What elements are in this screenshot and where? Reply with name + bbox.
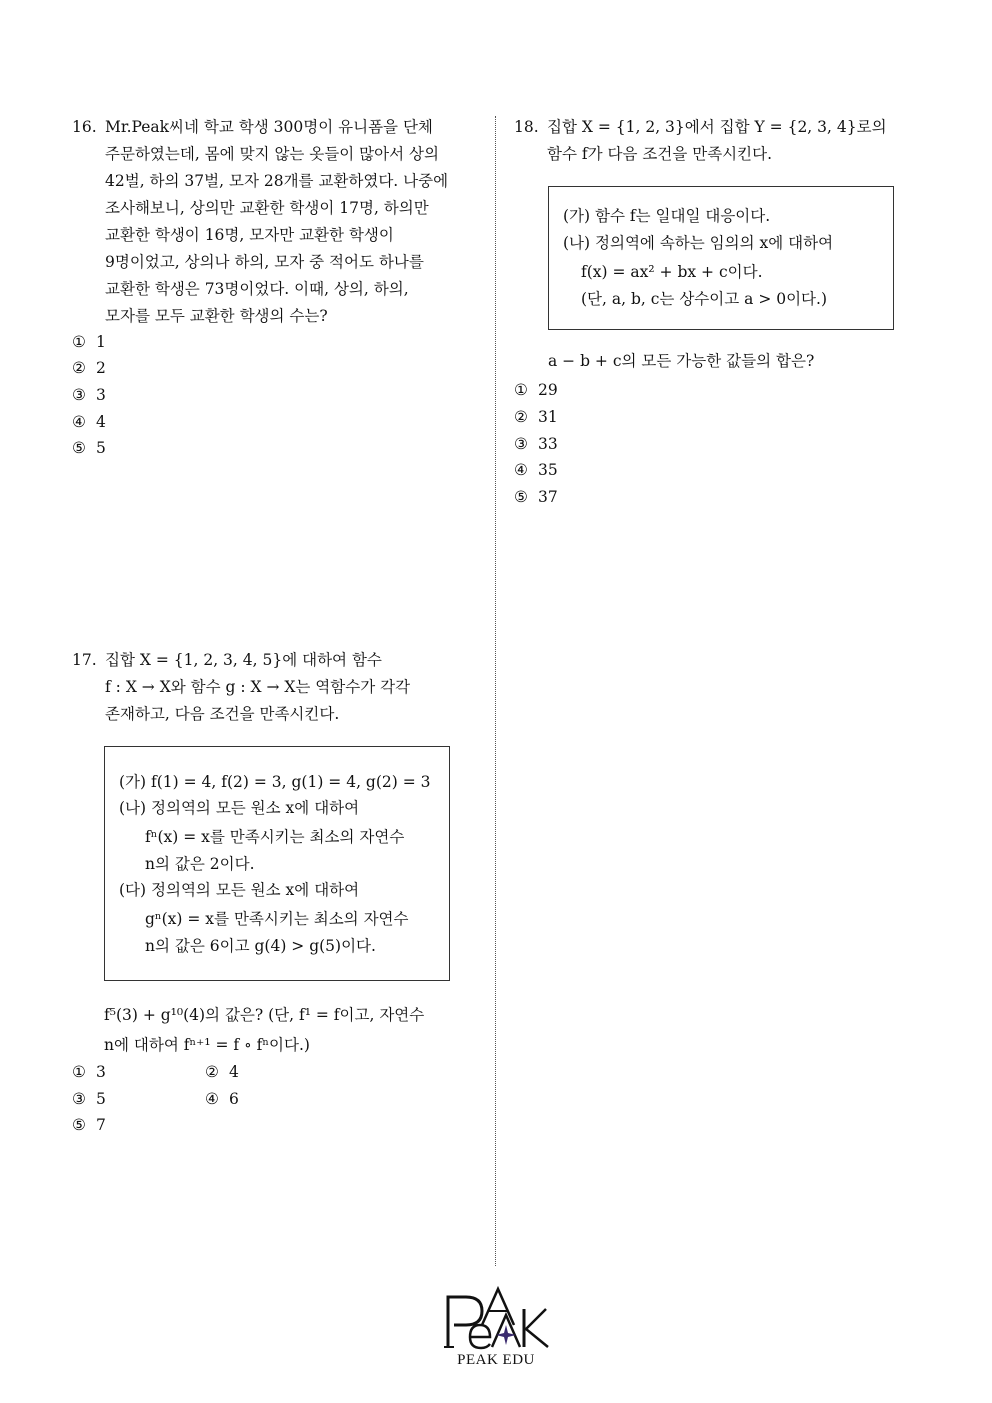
condition-line: (단, a, b, c는 상수이고 a > 0이다.) <box>581 290 828 308</box>
answer-choice[interactable]: ③ 33 <box>514 435 558 453</box>
answer-choice[interactable]: ② 2 <box>72 359 106 377</box>
answer-choice[interactable]: ④ 35 <box>514 461 558 479</box>
problem-text-line: 모자를 모두 교환한 학생의 수는? <box>105 307 328 325</box>
question-line: f⁵(3) + g¹⁰(4)의 값은? (단, f¹ = f이고, 자연수 <box>104 1006 425 1024</box>
problem-number: 18. <box>514 118 539 136</box>
question-line: n에 대하여 fⁿ⁺¹ = f ∘ fⁿ이다.) <box>104 1036 310 1054</box>
problem-text-line: f : X → X와 함수 g : X → X는 역함수가 각각 <box>105 678 411 696</box>
answer-choice[interactable]: ⑤ 7 <box>72 1116 106 1134</box>
answer-choice[interactable]: ⑤ 37 <box>514 488 558 506</box>
answer-choice[interactable]: ⑤ 5 <box>72 439 106 457</box>
answer-choice[interactable]: ① 29 <box>514 381 558 399</box>
condition-line: n의 값은 2이다. <box>145 855 255 873</box>
answer-choice[interactable]: ③ 3 <box>72 386 106 404</box>
problem-text-line: 함수 f가 다음 조건을 만족시킨다. <box>547 145 773 163</box>
problem-text-line: 집합 X = {1, 2, 3}에서 집합 Y = {2, 3, 4}로의 <box>547 118 887 136</box>
problem-text-line: 존재하고, 다음 조건을 만족시킨다. <box>105 705 340 723</box>
problem-16 <box>72 114 482 330</box>
problem-18 <box>514 114 924 168</box>
problem-text-line: 교환한 학생이 16명, 모자만 교환한 학생이 <box>105 226 394 244</box>
answer-choice[interactable]: ④ 4 <box>72 413 106 431</box>
condition-line: (다) 정의역의 모든 원소 x에 대하여 <box>119 881 360 899</box>
problem-text-line: 42벌, 하의 37벌, 모자 28개를 교환하였다. 나중에 <box>105 172 449 190</box>
answer-choice[interactable]: ① 1 <box>72 333 106 351</box>
condition-line: n의 값은 6이고 g(4) > g(5)이다. <box>145 937 376 955</box>
problem-text-line: 주문하였는데, 몸에 맞지 않는 옷들이 많아서 상의 <box>105 145 439 163</box>
answer-choice[interactable]: ② 31 <box>514 408 558 426</box>
problem-text-line: 조사해보니, 상의만 교환한 학생이 17명, 하의만 <box>105 199 429 217</box>
problem-text-line: Mr.Peak씨네 학교 학생 300명이 유니폼을 단체 <box>105 118 433 136</box>
answer-choice[interactable]: ④ 6 <box>205 1090 239 1108</box>
answer-choice[interactable]: ① 3 <box>72 1063 106 1081</box>
condition-line: (가) f(1) = 4, f(2) = 3, g(1) = 4, g(2) = 3 <box>119 773 431 791</box>
problem-number: 16. <box>72 118 97 136</box>
problem-17 <box>72 647 482 728</box>
condition-line: (가) 함수 f는 일대일 대응이다. <box>563 207 771 225</box>
condition-line: fⁿ(x) = x를 만족시키는 최소의 자연수 <box>145 828 405 846</box>
answer-choice[interactable]: ② 4 <box>205 1063 239 1081</box>
problem-text-line: 9명이었고, 상의나 하의, 모자 중 적어도 하나를 <box>105 253 424 271</box>
condition-box <box>548 186 894 330</box>
condition-box <box>104 746 450 981</box>
condition-line: gⁿ(x) = x를 만족시키는 최소의 자연수 <box>145 910 409 928</box>
condition-line: f(x) = ax² + bx + c이다. <box>581 263 763 281</box>
answer-choice[interactable]: ③ 5 <box>72 1090 106 1108</box>
problem-text-line: 교환한 학생은 73명이었다. 이때, 상의, 하의, <box>105 280 409 298</box>
column-divider <box>495 116 496 1266</box>
logo-text: PEAK EDU <box>457 1352 535 1368</box>
condition-line: (나) 정의역에 속하는 임의의 x에 대하여 <box>563 234 834 252</box>
problem-number: 17. <box>72 651 97 669</box>
problem-text-line: 집합 X = {1, 2, 3, 4, 5}에 대하여 함수 <box>105 651 382 669</box>
condition-line: (나) 정의역의 모든 원소 x에 대하여 <box>119 799 360 817</box>
question-line: a − b + c의 모든 가능한 값들의 합은? <box>548 352 815 370</box>
